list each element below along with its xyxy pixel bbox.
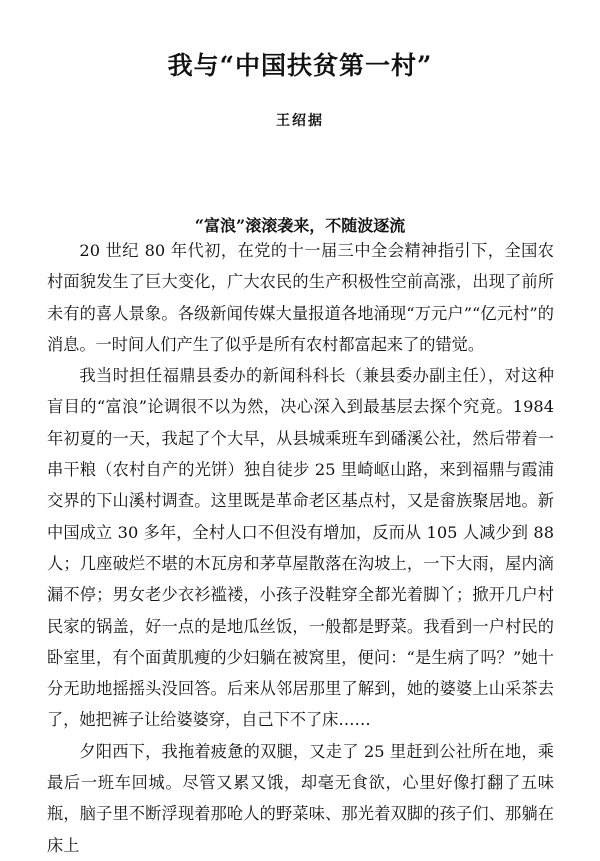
body-text [47,235,554,861]
paragraph-2: 我当时担任福鼎县委办的新闻科科长（兼县委办副主任），对这种盲目的“富浪”论调很不以为然，决心深入到最基层去探个究竟。1984 年初夏的一天，我起了个大早，从县城乘班车到磻溪公社，然后带着一串干粮（农村自产的光饼）独自徒步 25 里崎岖山路，来到福鼎与霞浦交界的下山溪村调查。这里既是革命老区基点村，又是畲族聚居地。新中国成立 30 多年，全村人口不但没有增加，反而从 105 人减少到 88 人；几座破烂不堪的木瓦房和茅草屋散落在沟坡上，一下大雨，屋内滴漏不停；男女老少衣衫褴褛，小孩子没鞋穿全都光着脚丫；掀开几户村民家的锅盖，好一点的是地瓜丝饭，一般都是野菜。我看到一户村民的卧室里，有个面黄肌瘦的少妇躺在被窝里，便问：“是生病了吗？”她十分无助地摇摇头没回答。后来从邻居那里了解到，她的婆婆上山采茶去了，她把裤子让给婆婆穿，自己下不了床…… [47,366,554,730]
document-title: 我与“中国扶贫第一村” [167,51,433,80]
paragraph-3: 夕阳西下，我拖着疲惫的双腿，又走了 25 里赶到公社所在地，乘最后一班车回城。尽管又累又饿，却毫无食欲，心里好像打翻了五味瓶，脑子里不断浮现着那呛人的野菜味、那光着双脚的孩子们、那躺在床上 [47,741,554,855]
author-name: 王绍据 [276,113,324,129]
section-heading: “富浪”滚滚袭来，不随波逐流 [194,216,406,235]
paragraph-1: 20 世纪 80 年代初，在党的十一届三中全会精神指引下，全国农村面貌发生了巨大变化，广大农民的生产积极性空前高涨，出现了前所未有的喜人景象。各级新闻传媒大量报道各地涌现“万元户”“亿元村”的消息。一时间人们产生了似乎是所有农村都富起来了的错觉。 [47,241,554,354]
